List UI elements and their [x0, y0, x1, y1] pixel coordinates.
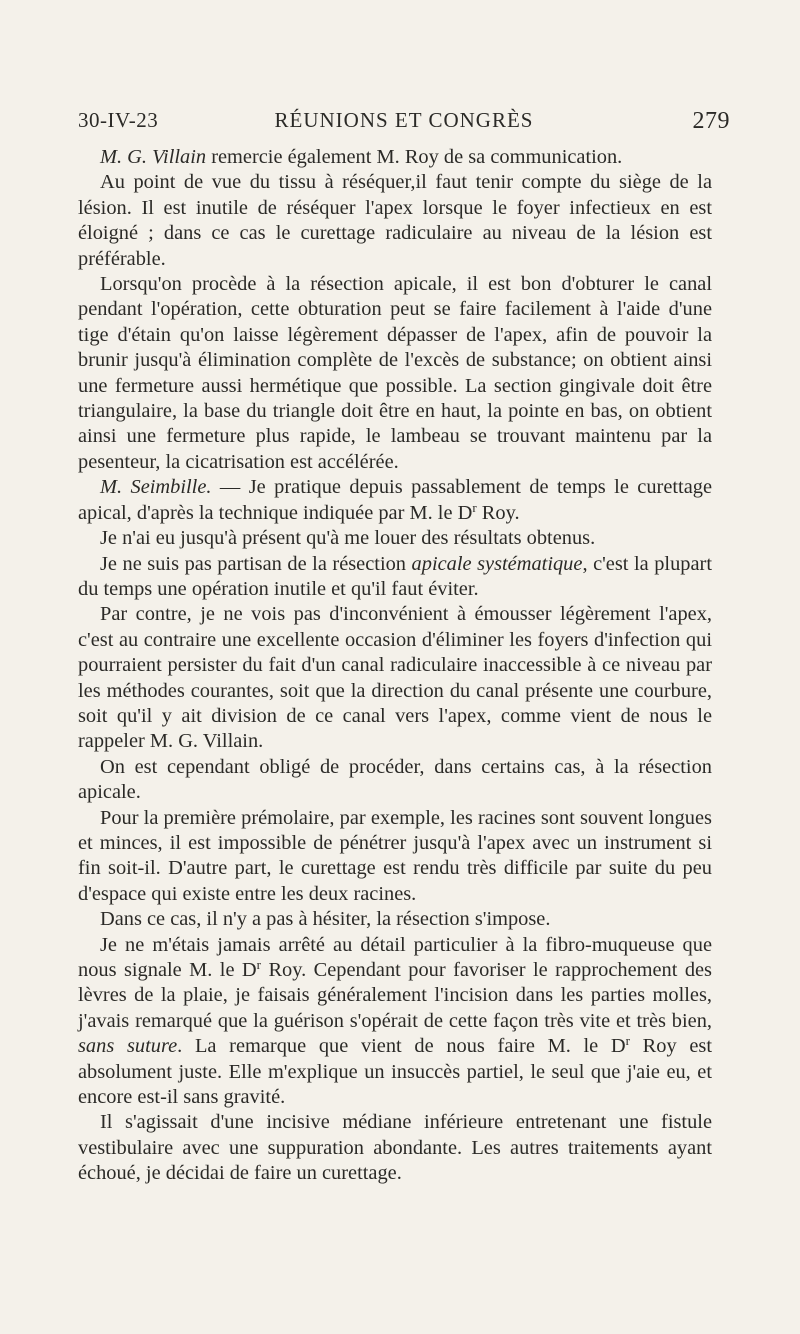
superscript: r: [625, 1033, 630, 1049]
paragraph-text: Lorsqu'on procède à la résection apicale, il est bon d'obturer le canal pendant l'opération, cette obturation peut se faire facilement à l'aide d'une tige d'étain qu'on laisse légèrement dépasser de l'apex, afin de pouvoir la brunir jusqu'à élimination complète de l'excès de substance; on obtient ainsi une fermeture aussi hermétique que possible. La section gingivale doit être triangulaire, la base du triangle doit être en haut, la pointe en bas, on obtient ainsi une fermeture plus rapide, le lambeau se trouvant maintenu par la pesenteur, la cicatrisation est accélérée.: [78, 273, 712, 473]
paragraph-text: Je ne suis pas partisan de la résection: [100, 552, 412, 575]
paragraph-text: Au point de vue du tissu à réséquer,il faut tenir compte du siège de la lésion. Il est inutile de réséquer l'apex lorsque le foyer infectieux en est éloigné ; dans ce cas le curettage radiculaire au niveau de la lésion est préférable.: [78, 171, 712, 270]
page-body: [78, 145, 712, 1187]
paragraph-text: Je ne m'étais jamais arrêté au détail particulier à la fibro-muqueuse que nous signale M. le D: [78, 933, 712, 981]
speaker-name: M. Seimbille.: [100, 476, 212, 499]
paragraph-text: , c'est la plupart du temps une opération inutile et qu'il faut éviter.: [78, 552, 712, 600]
paragraph-villain-thanks: [78, 145, 712, 170]
paragraph: [78, 755, 712, 806]
paragraph-text: . La remarque que vient de nous faire M. le D: [177, 1035, 626, 1058]
paragraph: [78, 170, 712, 272]
header-date: 30-IV-23: [78, 108, 159, 132]
paragraph-text: remercie également M. Roy de sa communication.: [206, 146, 623, 168]
superscript: r: [472, 499, 477, 515]
superscript: r: [256, 957, 262, 972]
paragraph-text: Roy est absolument juste. Elle m'explique un insuccès partiel, le seul que j'aie eu, et encore est-il sans gravité.: [78, 1035, 712, 1109]
paragraph: [78, 933, 712, 1111]
paragraph: [78, 806, 712, 908]
running-header: [78, 104, 730, 140]
paragraph: [78, 907, 712, 932]
paragraph: [78, 526, 712, 551]
speaker-name: M. G. Villain: [100, 146, 207, 168]
emphasis: sans suture: [78, 1035, 178, 1058]
paragraph-text: Il s'agissait d'une incisive médiane inférieure entretenant une fistule vestibulaire avec une suppuration abondante. Les autres traitements ayant échoué, je décidai de faire un curettage.: [78, 1111, 712, 1185]
paragraph-text: Par contre, je ne vois pas d'inconvénient à émousser légèrement l'apex, c'est au contraire une excellente occasion d'éliminer les foyers d'infection qui pourraient persister du fait d'un canal radiculaire inaccessible à ce niveau par les méthodes courantes, soit que la direction du canal présente une courbure, soit qu'il y ait division de ce canal vers l'apex, comme vient de nous le rappeler M. G. Villain.: [78, 603, 712, 753]
paragraph-text: Roy. Cependant pour favoriser le rapprochement des lèvres de la plaie, je faisais généralement l'incision dans les parties molles, j'avais remarqué que la guérison s'opérait de cette façon très vite et très bien,: [78, 959, 712, 1032]
paragraph: [78, 1110, 712, 1186]
emphasis: apicale systématique: [411, 552, 583, 575]
paragraph-text: On est cependant obligé de procéder, dans certains cas, à la résection apicale.: [78, 755, 712, 804]
paragraph-seimbille: [78, 475, 712, 526]
paragraph-text: Je n'ai eu jusqu'à présent qu'à me louer des résultats obtenus.: [100, 527, 596, 550]
paragraph-text: — Je pratique depuis passablement de temps le curettage apical, d'après la technique indiquée par M. le D: [78, 476, 713, 524]
header-title: RÉUNIONS ET CONGRÈS: [274, 108, 534, 132]
paragraph-text: Dans ce cas, il n'y a pas à hésiter, la résection s'impose.: [100, 908, 551, 931]
paragraph: [78, 552, 712, 603]
paragraph-text: Pour la première prémolaire, par exemple, les racines sont souvent longues et minces, il est impossible de pénétrer jusqu'à l'apex avec un instrument si fin soit-il. D'autre part, le curettage est rendu très difficile par suite du peu d'espace qui existe entre les deux racines.: [78, 806, 712, 905]
paragraph-text: Roy.: [476, 501, 520, 524]
paragraph: [78, 602, 712, 754]
paragraph: [78, 272, 712, 475]
page-number: 279: [692, 108, 730, 134]
